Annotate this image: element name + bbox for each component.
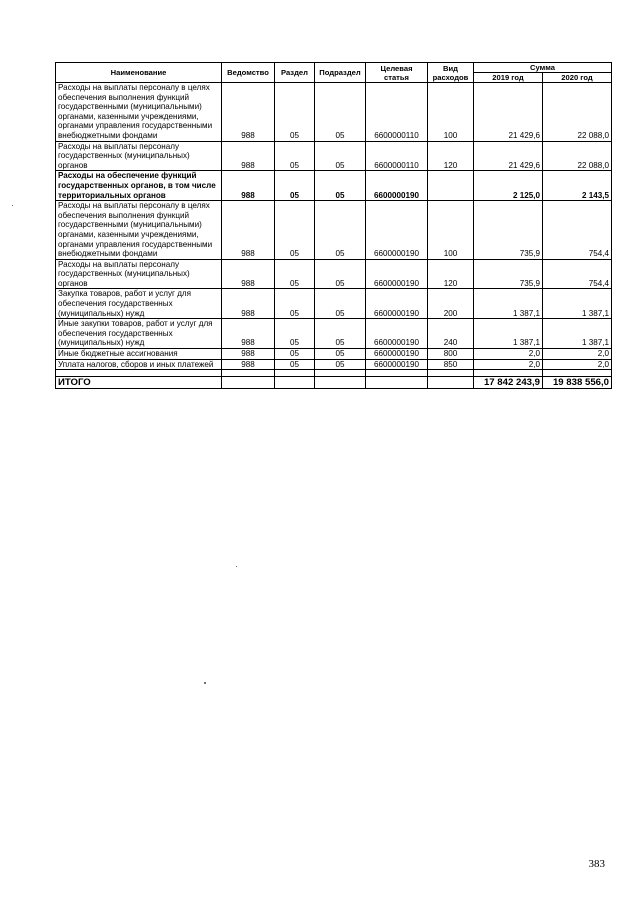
table-row (56, 349, 612, 360)
cell-section: 05 (275, 141, 315, 171)
total-empty-cell (222, 377, 275, 389)
cell-y2020: 754,4 (543, 259, 612, 289)
cell-target: 6600000110 (366, 141, 428, 171)
header-subsection: Подраздел (315, 63, 366, 83)
cell-y2020: 22 088,0 (543, 141, 612, 171)
table-row (56, 141, 612, 171)
table-row (56, 319, 612, 349)
scan-speck (236, 566, 237, 567)
cell-type: 240 (428, 319, 474, 349)
total-empty-cell (275, 377, 315, 389)
table-row (56, 359, 612, 370)
header-sum: Сумма (474, 63, 612, 73)
cell-name: Расходы на выплаты персоналу в целях обеспечения выполнения функций государственными (муниципальными) органами, казенными учреждениями, органами управления государственными внебюджетными фондами (56, 83, 222, 142)
cell-name: Расходы на выплаты персоналу в целях обеспечения выполнения функций государственными (муниципальными) органами, казенными учреждениями, органами управления государственными внебюджетными фондами (56, 201, 222, 260)
cell-type: 100 (428, 201, 474, 260)
total-empty-cell (366, 377, 428, 389)
cell-y2019: 735,9 (474, 201, 543, 260)
cell-type: 120 (428, 141, 474, 171)
cell-section: 05 (275, 83, 315, 142)
spacer-row (56, 370, 612, 377)
header-type: Вид расходов (428, 63, 474, 83)
cell-section: 05 (275, 171, 315, 201)
header-name: Наименование (56, 63, 222, 83)
cell-y2020: 754,4 (543, 201, 612, 260)
cell-dept: 988 (222, 171, 275, 201)
cell-name: Иные закупки товаров, работ и услуг для обеспечения государственных (муниципальных) нужд (56, 319, 222, 349)
table-body (56, 83, 612, 389)
cell-subsection: 05 (315, 359, 366, 370)
cell-target: 6600000190 (366, 319, 428, 349)
cell-dept: 988 (222, 319, 275, 349)
cell-section: 05 (275, 359, 315, 370)
cell-dept: 988 (222, 259, 275, 289)
header-2019: 2019 год (474, 73, 543, 83)
cell-name: Закупка товаров, работ и услуг для обеспечения государственных (муниципальных) нужд (56, 289, 222, 319)
total-label: ИТОГО (56, 377, 222, 389)
cell-type: 100 (428, 83, 474, 142)
table-row (56, 259, 612, 289)
cell-y2020: 2 143,5 (543, 171, 612, 201)
table-row (56, 289, 612, 319)
cell-dept: 988 (222, 349, 275, 360)
cell-section: 05 (275, 289, 315, 319)
cell-y2019: 735,9 (474, 259, 543, 289)
cell-name: Расходы на обеспечение функций государственных органов, в том числе территориальных органов (56, 171, 222, 201)
cell-name: Иные бюджетные ассигнования (56, 349, 222, 360)
cell-target: 6600000190 (366, 349, 428, 360)
table-row (56, 171, 612, 201)
total-y2020: 19 838 556,0 (543, 377, 612, 389)
cell-y2019: 2,0 (474, 349, 543, 360)
cell-type: 120 (428, 259, 474, 289)
scan-speck (12, 205, 13, 206)
cell-section: 05 (275, 201, 315, 260)
cell-dept: 988 (222, 359, 275, 370)
cell-section: 05 (275, 349, 315, 360)
total-empty-cell (428, 377, 474, 389)
cell-target: 6600000190 (366, 259, 428, 289)
cell-dept: 988 (222, 201, 275, 260)
cell-type (428, 171, 474, 201)
total-empty-cell (315, 377, 366, 389)
cell-type: 850 (428, 359, 474, 370)
cell-subsection: 05 (315, 141, 366, 171)
cell-subsection: 05 (315, 319, 366, 349)
cell-target: 6600000190 (366, 201, 428, 260)
cell-target: 6600000190 (366, 359, 428, 370)
cell-section: 05 (275, 319, 315, 349)
cell-y2019: 21 429,6 (474, 141, 543, 171)
cell-y2020: 2,0 (543, 349, 612, 360)
cell-subsection: 05 (315, 349, 366, 360)
header-dept: Ведомство (222, 63, 275, 83)
cell-target: 6600000110 (366, 83, 428, 142)
table-row (56, 201, 612, 260)
cell-y2020: 1 387,1 (543, 319, 612, 349)
cell-target: 6600000190 (366, 171, 428, 201)
cell-subsection: 05 (315, 201, 366, 260)
cell-target: 6600000190 (366, 289, 428, 319)
cell-subsection: 05 (315, 83, 366, 142)
budget-table (55, 62, 612, 389)
cell-y2019: 1 387,1 (474, 319, 543, 349)
scan-speck (204, 682, 206, 684)
cell-section: 05 (275, 259, 315, 289)
cell-y2019: 1 387,1 (474, 289, 543, 319)
cell-type: 800 (428, 349, 474, 360)
table-row (56, 83, 612, 142)
cell-dept: 988 (222, 289, 275, 319)
cell-type: 200 (428, 289, 474, 319)
cell-y2020: 1 387,1 (543, 289, 612, 319)
cell-subsection: 05 (315, 259, 366, 289)
cell-name: Расходы на выплаты персоналу государственных (муниципальных) органов (56, 259, 222, 289)
cell-dept: 988 (222, 141, 275, 171)
total-row (56, 377, 612, 389)
header-2020: 2020 год (543, 73, 612, 83)
cell-name: Уплата налогов, сборов и иных платежей (56, 359, 222, 370)
cell-name: Расходы на выплаты персоналу государственных (муниципальных) органов (56, 141, 222, 171)
page-number: 383 (588, 858, 605, 870)
cell-y2020: 22 088,0 (543, 83, 612, 142)
cell-dept: 988 (222, 83, 275, 142)
cell-subsection: 05 (315, 171, 366, 201)
cell-y2019: 2,0 (474, 359, 543, 370)
total-y2019: 17 842 243,9 (474, 377, 543, 389)
header-target: Целевая статья (366, 63, 428, 83)
header-section: Раздел (275, 63, 315, 83)
cell-subsection: 05 (315, 289, 366, 319)
cell-y2019: 21 429,6 (474, 83, 543, 142)
cell-y2019: 2 125,0 (474, 171, 543, 201)
cell-y2020: 2,0 (543, 359, 612, 370)
